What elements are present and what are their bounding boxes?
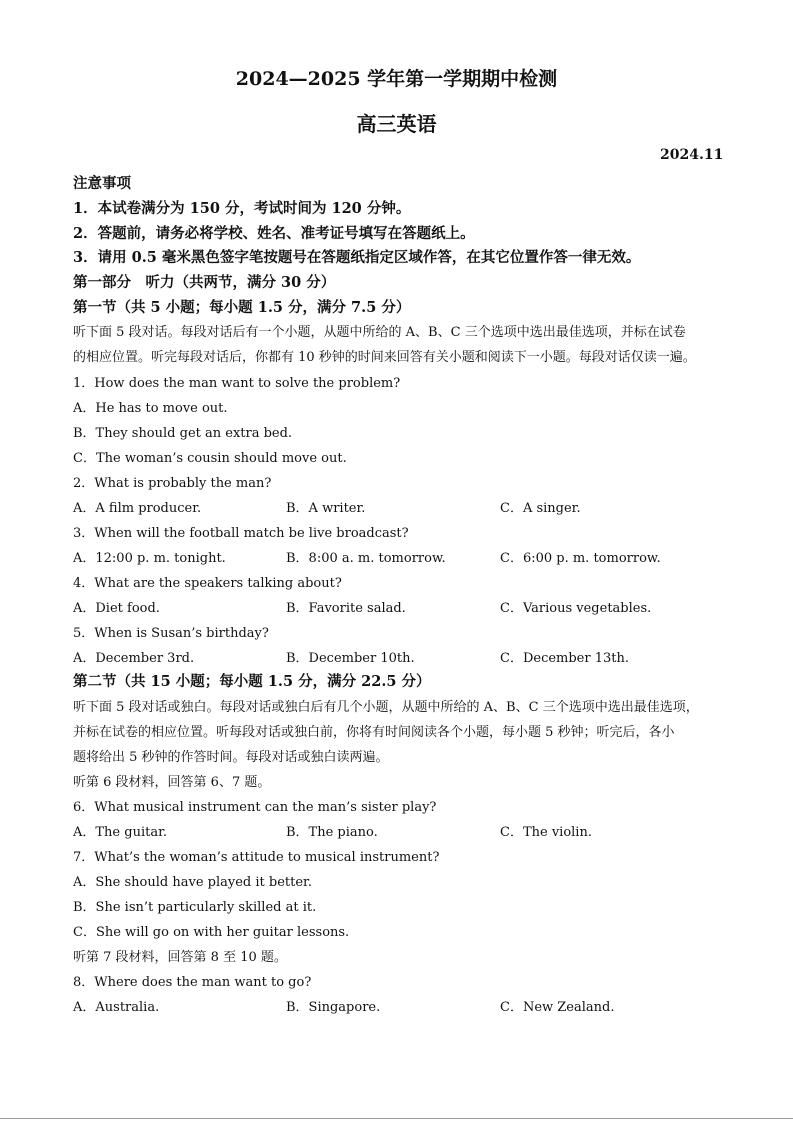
section1-instructions-line-1: 听下面 5 段对话。每段对话后有一个小题，从题中所给的 A、B、C 三个选项中选出最佳选项，并标在试卷 xyxy=(73,325,686,340)
question-1-option-a: A．He has to move out. xyxy=(73,401,228,416)
question-6-option-c: C．The violin. xyxy=(500,825,592,840)
question-7-option-b: B．She isn’t particularly skilled at it. xyxy=(73,900,317,915)
question-4: 4．What are the speakers talking about? xyxy=(73,576,342,591)
question-3-option-b: B．8:00 a. m. tomorrow. xyxy=(286,551,446,566)
section2-instructions-line-2: 并标在试卷的相应位置。听每段对话或独白前，你将有时间阅读各个小题，每小题 5 秒钟；听完后，各小 xyxy=(73,725,675,740)
question-6: 6．What musical instrument can the man’s sister play? xyxy=(73,800,437,815)
question-2-option-b: B．A writer. xyxy=(286,501,366,516)
question-5: 5．When is Susan’s birthday? xyxy=(73,626,269,641)
exam-title: 2024—2025 学年第一学期期中检测 xyxy=(235,68,558,90)
question-1: 1．How does the man want to solve the problem? xyxy=(73,376,401,391)
notice-item-1: 1．本试卷满分为 150 分，考试时间为 120 分钟。 xyxy=(73,200,411,217)
question-3-option-a: A．12:00 p. m. tonight. xyxy=(73,551,226,566)
question-2: 2．What is probably the man? xyxy=(73,476,272,491)
material-7-note: 听第 7 段材料，回答第 8 至 10 题。 xyxy=(73,950,287,965)
exam-date: 2024.11 xyxy=(660,147,724,163)
question-6-option-a: A．The guitar. xyxy=(73,825,168,840)
section1-instructions-line-2: 的相应位置。听完每段对话后，你都有 10 秒钟的时间来回答有关小题和阅读下一小题。每段对话仅读一遍。 xyxy=(73,350,696,365)
question-8-option-a: A．Australia. xyxy=(73,1000,160,1015)
question-3-option-c: C．6:00 p. m. tomorrow. xyxy=(500,551,661,566)
question-5-option-c: C．December 13th. xyxy=(500,651,629,666)
question-7: 7．What’s the woman’s attitude to musical instrument? xyxy=(73,850,440,865)
question-7-option-c: C．She will go on with her guitar lessons. xyxy=(73,925,350,940)
exam-subject: 高三英语 xyxy=(356,112,437,136)
page-bottom-rule xyxy=(0,1118,793,1119)
material-6-note: 听第 6 段材料，回答第 6、7 题。 xyxy=(73,775,271,790)
question-8-option-b: B．Singapore. xyxy=(286,1000,381,1015)
notice-item-2: 2．答题前，请务必将学校、姓名、准考证号填写在答题纸上。 xyxy=(73,225,475,242)
question-5-option-b: B．December 10th. xyxy=(286,651,415,666)
question-4-option-a: A．Diet food. xyxy=(73,601,160,616)
section2-heading: 第二节（共 15 小题；每小题 1.5 分，满分 22.5 分） xyxy=(73,673,431,690)
question-8: 8．Where does the man want to go? xyxy=(73,975,312,990)
question-6-option-b: B．The piano. xyxy=(286,825,378,840)
notice-heading: 注意事项 xyxy=(73,175,131,192)
notice-item-3: 3．请用 0.5 毫米黑色签字笔按题号在答题纸指定区域作答，在其它位置作答一律无效。 xyxy=(73,249,641,266)
section2-instructions-line-1: 听下面 5 段对话或独白。每段对话或独白后有几个小题，从题中所给的 A、B、C 三个选项中选出最佳选项， xyxy=(73,700,699,715)
question-1-option-c: C．The woman’s cousin should move out. xyxy=(73,451,347,466)
section2-instructions-line-3: 题将给出 5 秒钟的作答时间。每段对话或独白读两遍。 xyxy=(73,750,389,765)
question-3: 3．When will the football match be live broadcast? xyxy=(73,526,409,541)
question-2-option-a: A．A film producer. xyxy=(73,501,202,516)
section1-heading: 第一节（共 5 小题；每小题 1.5 分，满分 7.5 分） xyxy=(73,299,411,316)
question-2-option-c: C．A singer. xyxy=(500,501,581,516)
question-4-option-b: B．Favorite salad. xyxy=(286,601,406,616)
question-7-option-a: A．She should have played it better. xyxy=(73,875,312,890)
question-5-option-a: A．December 3rd. xyxy=(73,651,195,666)
question-4-option-c: C．Various vegetables. xyxy=(500,601,652,616)
question-8-option-c: C．New Zealand. xyxy=(500,1000,615,1015)
question-1-option-b: B．They should get an extra bed. xyxy=(73,426,293,441)
part1-heading: 第一部分 听力（共两节，满分 30 分） xyxy=(73,274,336,291)
